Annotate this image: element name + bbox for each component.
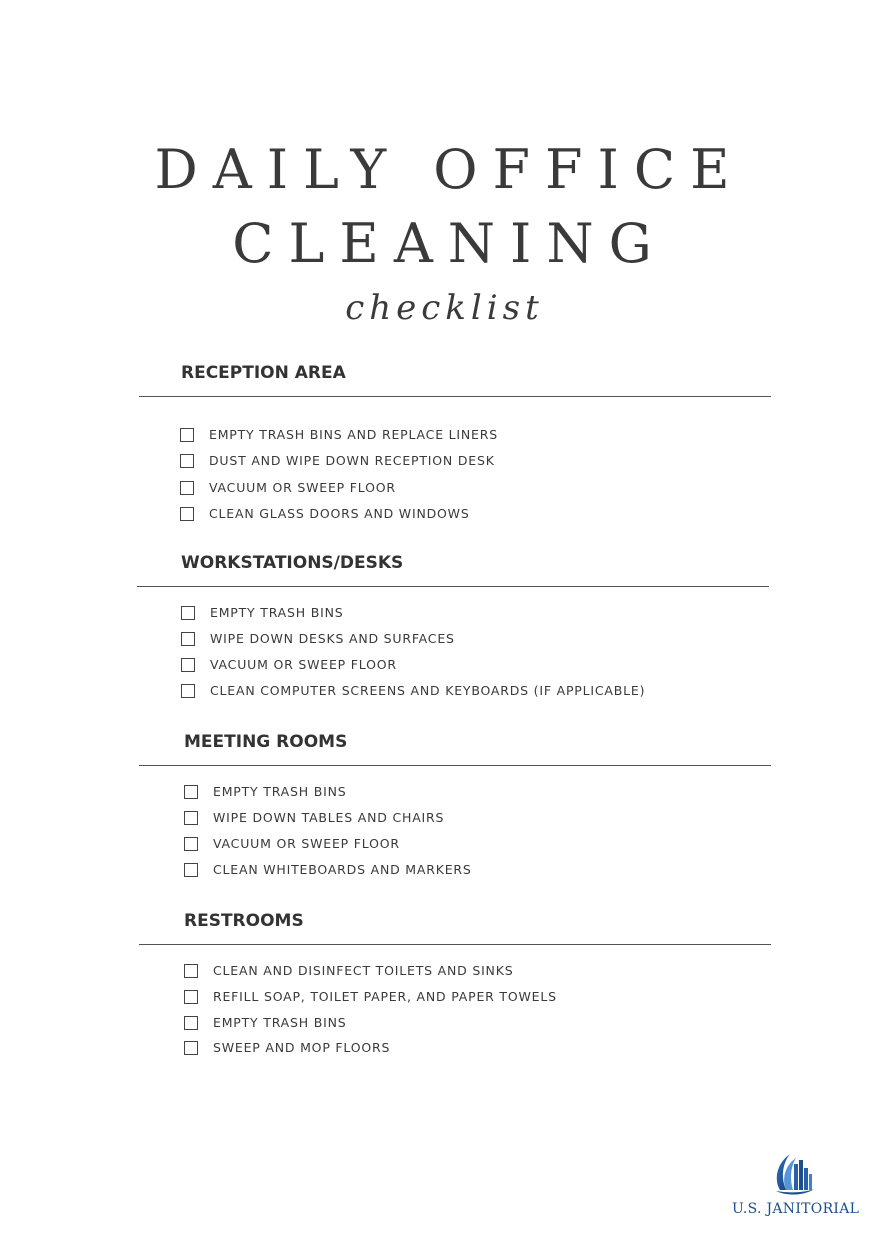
checkbox[interactable] (184, 990, 198, 1004)
checklist-item-label: CLEAN WHITEBOARDS AND MARKERS (213, 862, 472, 877)
checklist-item-label: EMPTY TRASH BINS (213, 784, 347, 799)
section-divider (139, 396, 771, 397)
checklist-item[interactable] (184, 810, 444, 825)
checkbox[interactable] (184, 863, 198, 877)
checkbox[interactable] (180, 481, 194, 495)
checklist-item-label: VACUUM OR SWEEP FLOOR (213, 836, 400, 851)
checkbox[interactable] (184, 837, 198, 851)
checkbox[interactable] (181, 632, 195, 646)
checklist-item-label: EMPTY TRASH BINS (213, 1015, 347, 1030)
checkbox[interactable] (184, 785, 198, 799)
checklist-item-label: WIPE DOWN DESKS AND SURFACES (210, 631, 455, 646)
section-heading: RESTROOMS (184, 911, 304, 931)
checklist-item[interactable] (184, 836, 400, 851)
checklist-item[interactable] (180, 480, 396, 495)
checklist-item[interactable] (181, 683, 645, 698)
checkbox[interactable] (181, 684, 195, 698)
checklist-item-label: REFILL SOAP, TOILET PAPER, AND PAPER TOWELS (213, 989, 557, 1004)
checklist-item[interactable] (180, 427, 498, 442)
building-logo-icon (772, 1150, 816, 1196)
checklist-item-label: CLEAN GLASS DOORS AND WINDOWS (209, 506, 470, 521)
checklist-item[interactable] (181, 605, 344, 620)
checklist-item[interactable] (180, 453, 495, 468)
checkbox[interactable] (184, 1041, 198, 1055)
checkbox[interactable] (184, 1016, 198, 1030)
checkbox[interactable] (180, 507, 194, 521)
checklist-item-label: WIPE DOWN TABLES AND CHAIRS (213, 810, 445, 825)
checkbox[interactable] (180, 428, 194, 442)
checklist-item-label: EMPTY TRASH BINS AND REPLACE LINERS (209, 427, 498, 442)
page-subtitle: checklist (345, 288, 544, 328)
checkbox[interactable] (180, 454, 194, 468)
checklist-item[interactable] (184, 963, 513, 978)
checklist-item[interactable] (181, 631, 455, 646)
checklist-item-label: CLEAN COMPUTER SCREENS AND KEYBOARDS (IF APPLICABLE) (210, 683, 646, 698)
section-divider (137, 586, 769, 587)
checklist-item-label: CLEAN AND DISINFECT TOILETS AND SINKS (213, 963, 514, 978)
checklist-item[interactable] (181, 657, 397, 672)
checkbox[interactable] (181, 606, 195, 620)
page-title-line-2: CLEANING (232, 212, 667, 275)
checkbox[interactable] (184, 811, 198, 825)
section-heading: RECEPTION AREA (181, 363, 346, 383)
company-logo (732, 1150, 862, 1222)
section-heading: WORKSTATIONS/DESKS (181, 553, 404, 573)
section-divider (139, 944, 771, 945)
checklist-item-label: EMPTY TRASH BINS (210, 605, 344, 620)
checklist-item[interactable] (184, 989, 557, 1004)
checklist-item-label: VACUUM OR SWEEP FLOOR (210, 657, 397, 672)
checklist-item[interactable] (180, 506, 470, 521)
checkbox[interactable] (181, 658, 195, 672)
checklist-item-label: VACUUM OR SWEEP FLOOR (209, 480, 396, 495)
logo-text: U.S. JANITORIAL (732, 1201, 860, 1217)
checklist-item[interactable] (184, 1040, 390, 1055)
checklist-item-label: SWEEP AND MOP FLOORS (213, 1040, 391, 1055)
checklist-item[interactable] (184, 862, 472, 877)
checklist-item-label: DUST AND WIPE DOWN RECEPTION DESK (209, 453, 495, 468)
section-heading: MEETING ROOMS (184, 732, 348, 752)
section-divider (139, 765, 771, 766)
page-title-line-1: DAILY OFFICE (154, 138, 745, 201)
checkbox[interactable] (184, 964, 198, 978)
checklist-item[interactable] (184, 1015, 347, 1030)
checklist-item[interactable] (184, 784, 347, 799)
